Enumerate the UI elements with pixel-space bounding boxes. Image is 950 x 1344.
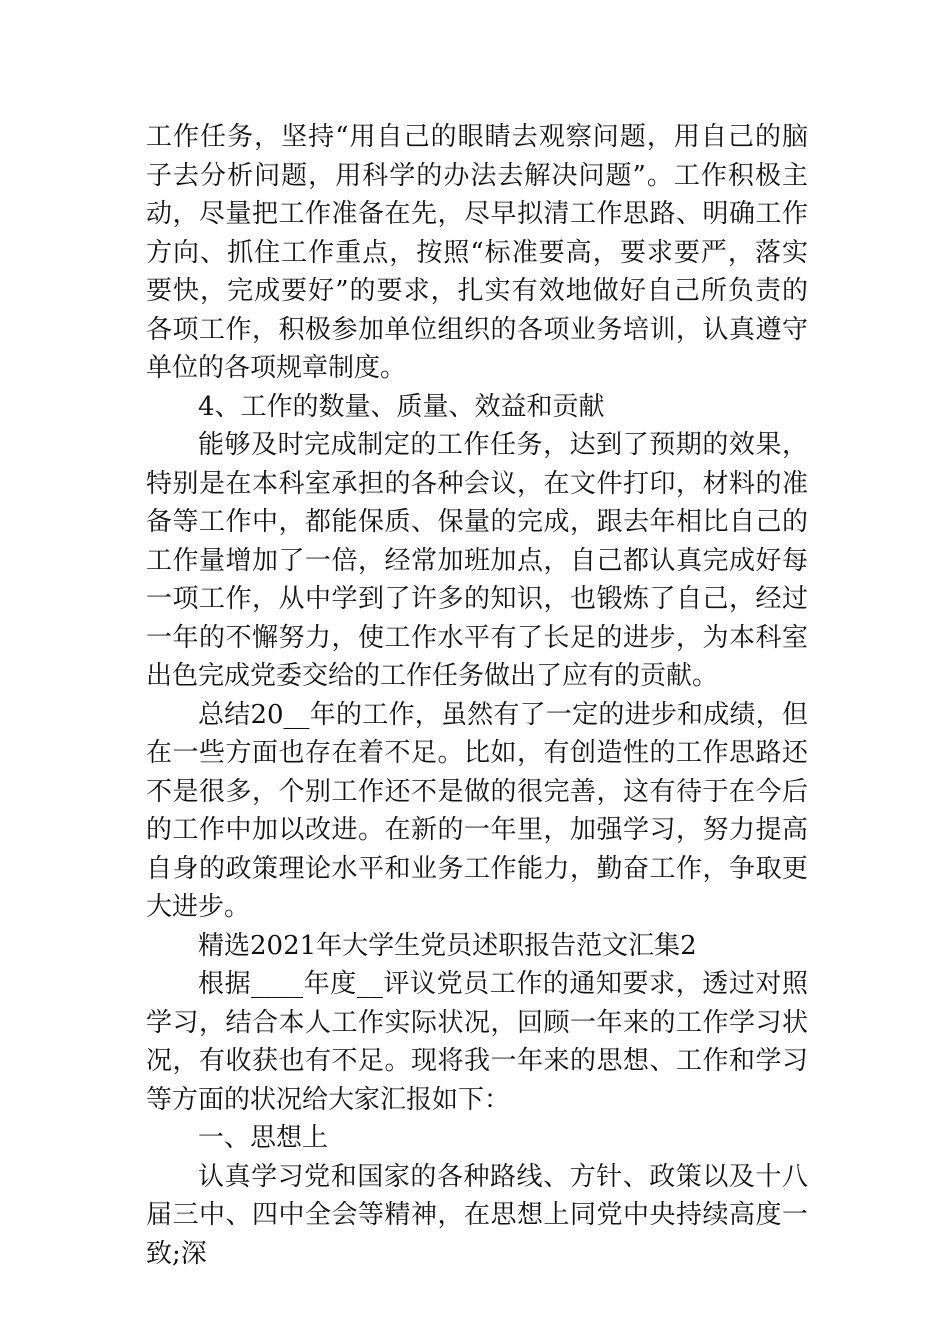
paragraph-work-output: 能够及时完成制定的工作任务，达到了预期的效果，特别是在本科室承担的各种会议，在文件打印，材料的准备等工作中，都能保质、保量的完成，跟去年相比自己的工作量增加了一倍，经常加班加点，自己都认真完成好每一项工作，从中学到了许多的知识，也锻炼了自己，经过一年的不懈努力，使工作水平有了长足的进步，为本科室出色完成党委交给的工作任务做出了应有的贡献。 bbox=[146, 430, 808, 691]
paragraph-summary: 总结20__年的工作，虽然有了一定的进步和成绩，但在一些方面也存在着不足。比如，有创造性的工作思路还不是很多，个别工作还不是做的很完善，这有待于在今后的工作中加以改进。在新的一年里，加强学习，努力提高自身的政策理论水平和业务工作能力，勤奋工作，争取更大进步。 bbox=[146, 699, 808, 922]
document-body bbox=[146, 118, 808, 1273]
paragraph-intro: 根据____年度__评议党员工作的通知要求，透过对照学习，结合本人工作实际状况，回顾一年来的工作学习状况，有收获也有不足。现将我一年来的思想、工作和学习等方面的状况给大家汇报如下： bbox=[146, 969, 808, 1115]
paragraph-ideology: 认真学习党和国家的各种路线、方针、政策以及十八届三中、四中全会等精神，在思想上同党中央持续高度一致;深 bbox=[146, 1161, 808, 1269]
section-heading-work-output: 4、工作的数量、质量、效益和贡献 bbox=[198, 391, 605, 422]
paragraph-work-attitude: 工作任务，坚持“用自己的眼睛去观察问题，用自己的脑子去分析问题，用科学的办法去解决问题”。工作积极主动，尽量把工作准备在先，尽早拟清工作思路、明确工作方向、抓住工作重点，按照“标准要高，要求要严，落实要快，完成要好”的要求，扎实有效地做好自己所负责的各项工作，积极参加单位组织的各项业务培训，认真遵守单位的各项规章制度。 bbox=[146, 122, 808, 383]
section-heading-ideology: 一、思想上 bbox=[198, 1123, 329, 1153]
article-title: 精选2021年大学生党员述职报告范文汇集2 bbox=[198, 930, 697, 961]
